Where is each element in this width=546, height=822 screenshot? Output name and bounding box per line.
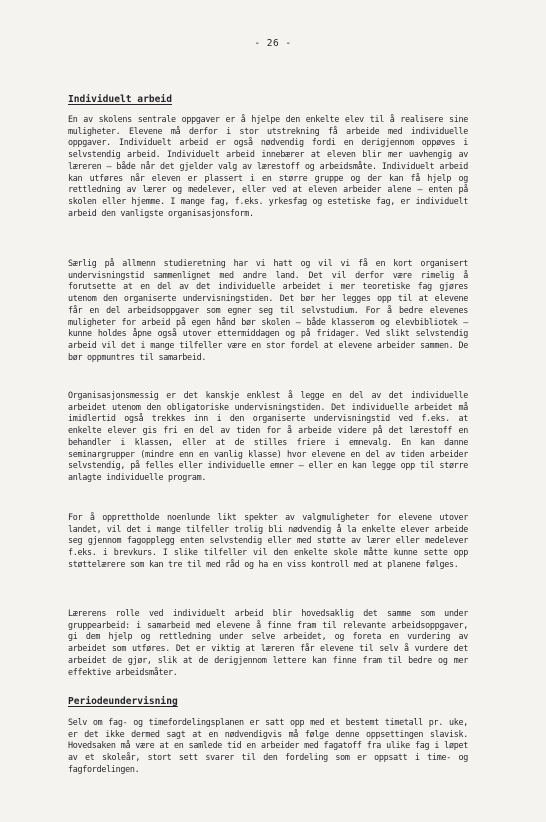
page-number: - 26 - — [254, 38, 292, 49]
paragraph-5: Lærerens rolle ved individuelt arbeid blir hovedsaklig det samme som under gruppearbeid: i samarbeid med elevene å finne fram til relevante arbeidsoppgaver, gi dem hjelp og rettledning under selve arbeidet, og foreta en vurdering av arbeidet som utføres. Det er viktig at læreren får elevene til selv å vurdere det arbeidet de gjør, slik at de derigjennom lettere kan finne fram til bedre og mer effektive arbeidsmåter. — [68, 608, 468, 677]
paragraph-3: Organisasjonsmessig er det kanskje enklest å legge en del av det individuelle arbeidet utenom den obligatoriske undervisningstiden. Det individuelle arbeidet må imidlertid også trekkes inn i den organiserte undervisningstid ved f.eks. at enkelte elever gis fri en del av tiden for å arbeide videre på det lærestoff en behandler i klassen, eller at de stilles friere i emnevalg. En kan danne seminargrupper (mindre enn en vanlig klasse) hvor elevene en del av tiden arbeider selvstendig, på felles eller individuelle emner – eller en kan legge opp til større anlagte individuelle program. — [68, 390, 468, 482]
paragraph-4: For å opprettholde noenlunde likt spekter av valgmuligheter for elevene utover landet, vil det i mange tilfeller trolig bli nødvendig å la enkelte elever arbeide seg gjennom fagopplegg enten selvstendig eller med støtte av lærer eller medelever f.eks. i brevkurs. I slike tilfeller vil den enkelte skole måtte kunne sette opp støttelærere som kan tre til med råd og ha en viss kontroll med at planene følges. — [68, 512, 468, 569]
paragraph-2: Særlig på allmenn studieretning har vi hatt og vil vi få en kort organisert undervisningstid sammenlignet med andre land. Det vil derfor være rimelig å forutsette at en del av det individuelle arbeidet i mer teoretiske fag gjøres utenom den organiserte undervisningstiden. Det bør her legges opp til at elevene får en del arbeidsoppgaver som egner seg til selvstudium. For å bedre elevenes muligheter for arbeid på egen hånd bør skolen – både klasserom og elevbibliotek – kunne holdes åpne også utover ettermiddagen og på fridager. Ved slikt selvstendig arbeid vil det i mange tilfeller være en stor fordel at elevene arbeider sammen. De bør oppmuntres til samarbeid. — [68, 258, 468, 362]
paragraph-1: En av skolens sentrale oppgaver er å hjelpe den enkelte elev til å realisere sine muligheter. Elevene må derfor i stor utstrekning få arbeide med individuelle oppgaver. Individuelt arbeid er også nødvendig fordi en derigjennom oppøves i selvstendig arbeid. Individuelt arbeid innebærer at eleven blir mer uavhengig av læreren – både når det gjelder valg av lærestoff og arbeidsmåte. Individuelt arbeid kan utføres når eleven er plassert i en større gruppe og der kan få hjelp og rettledning av lærer og medelever, eller ved at eleven arbeider alene – enten på skolen eller hjemme. I mange fag, f.eks. yrkesfag og estetiske fag, er individuelt arbeid den vanligste organisasjonsform. — [68, 114, 468, 218]
section-heading-individuelt-arbeid: Individuelt arbeid — [68, 94, 172, 105]
section-heading-periodeundervisning: Periodeundervisning — [68, 696, 178, 707]
paragraph-6: Selv om fag- og timefordelingsplanen er satt opp med et bestemt timetall pr. uke, er det ikke dermed sagt at en nødvendigvis må følge denne oppsettingen slavisk. Hovedsaken må være at en samlede tid en arbeider med fagatoff fra ulike fag i løpet av et skoleår, stort sett svarer til den fordeling som er oppsatt i time- og fagfordelingen. — [68, 717, 468, 774]
